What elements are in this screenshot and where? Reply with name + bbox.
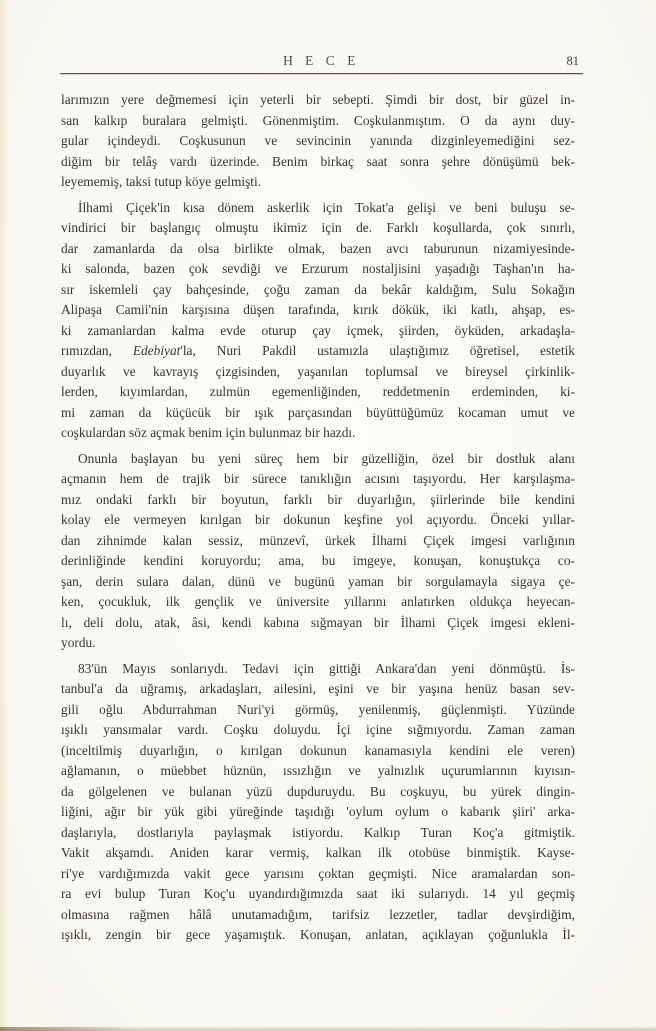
scan-edge-bottom-corner bbox=[0, 1027, 140, 1031]
text-line: larımızın yere değmemesi için yeterli bir sebepti. Şimdi bir dost, bir güzel in- bbox=[61, 92, 575, 107]
journal-title: H E C E bbox=[283, 53, 360, 68]
text-line: da gölgelenen ve bulanan yüzü dupduruydu. Bu coşkuyu, bu yürek dingin- bbox=[61, 783, 575, 799]
text-line: rımızdan, Edebiyat'la, Nuri Pakdil ustamızla ulaştığımız öğretisel, estetik bbox=[61, 343, 575, 358]
text-line: ri'ye vardığımızda vakit gece yarısını çoktan geçmişti. Nice aramalardan son- bbox=[61, 865, 575, 881]
text-line: açmanın hem de trajik bir sürece tanıklığın acısını taşıyordu. Her karşılaşma- bbox=[61, 471, 575, 486]
text-line: ra evi bulup Turan Koç'u uyandırdığımızda saat iki sularıydı. 14 yıl geçmiş bbox=[61, 886, 575, 901]
text-line: yordu. bbox=[61, 635, 96, 650]
text-line: olmasına rağmen hâlâ unutamadığım, tarifsiz lezzetler, tadlar devşirdiğim, bbox=[61, 906, 575, 922]
text-line: derinliğinde kendini koruyordu; ama, bu imgeye, konuşan, konuştukça co- bbox=[61, 553, 575, 568]
header-rule-divider bbox=[60, 73, 583, 74]
text-line: vindirici bir başlangıç olmuştu ikimiz için de. Farklı koşullarda, çok sınırlı, bbox=[61, 220, 575, 235]
text-line: Onunla başlayan bu yeni süreç hem bir güzelliğin, özel bir dostluk alanı bbox=[78, 450, 575, 466]
paragraph bbox=[61, 198, 575, 444]
text-line: dan zihnimde kalan sessiz, münzevî, ürkek İlhami Çiçek imgesi varlığının bbox=[61, 532, 575, 548]
text-line: (inceltilmiş duyarlığın, o kırılgan dokunun kanamasıyla kendini ele veren) bbox=[61, 742, 575, 758]
text-line: coşkulardan söz açmak benim için bulunmaz bir hazdı. bbox=[61, 425, 356, 440]
scan-edge-left bbox=[0, 0, 9, 1031]
text-line: liğini, ağır bir yük gibi yüreğinde taşıdığı 'oylum oylum o kabarık şiiri' arka- bbox=[61, 804, 575, 819]
text-line: san kalkıp buralara gelmişti. Gönenmiştim. Coşkulanmıştım. O da aynı duy- bbox=[61, 112, 575, 128]
text-line: gular içindeydi. Coşkusunun ve sevincinin yanında dizginleyemediğini sez- bbox=[61, 133, 575, 148]
text-line: lerden, kıyımlardan, zulmün egemenliğinden, reddetmenin erdeminden, ki- bbox=[61, 384, 575, 399]
text-line: ışıklı yansımalar vardı. Coşku doluydu. İçi içine sığmıyordu. Zaman zaman bbox=[61, 722, 575, 737]
text-line: lı, deli dolu, atak, âsi, kendi kabına sığmayan bir İlhami Çiçek imgesi ekleni- bbox=[61, 614, 575, 630]
text-line: daşlarıyla, dostlarıyla paylaşmak istiyordu. Kalkıp Turan Koç'a gitmiştik. bbox=[61, 824, 575, 840]
paragraph bbox=[61, 659, 575, 946]
text-line: Alipaşa Camii'nin karşısına düşen tarafında, kırık dökük, iki katlı, ahşap, es- bbox=[61, 302, 575, 317]
page-header bbox=[60, 53, 583, 71]
text-line: İlhami Çiçek'in kısa dönem askerlik için Tokat'a gelişi ve beni buluşu se- bbox=[78, 199, 575, 215]
text-line: ki zamanlardan kalma evde oturup çay içmek, şiirden, öyküden, arkadaşla- bbox=[61, 322, 575, 338]
text-line: ışıklı, zengin bir gece yaşamıştık. Konuşan, anlatan, açıklayan çoğunlukla İl- bbox=[61, 927, 575, 942]
page-body bbox=[61, 90, 575, 946]
paragraph bbox=[61, 90, 575, 193]
text-line: tanbul'a da uğramış, arkadaşları, ailesini, eşini ve bir yaşına henüz basan sev- bbox=[61, 681, 575, 696]
text-line: gili oğlu Abdurrahman Nuri'yi görmüş, yenilenmiş, güçlenmişti. Yüzünde bbox=[61, 701, 575, 717]
text-line: Vakit akşamdı. Aniden karar vermiş, kalkan ilk otobüse binmiştik. Kayse- bbox=[61, 845, 575, 860]
text-line: ken, çocukluk, ilk gençlik ve üniversite yıllarını anlatırken oldukça heyecan- bbox=[61, 594, 575, 609]
paragraph bbox=[61, 449, 575, 654]
text-line: mi zaman da küçücük bir ışık parçasından büyüttüğümüz kocaman umut ve bbox=[61, 404, 575, 420]
text-line: 83'ün Mayıs sonlarıydı. Tedavi için gittiği Ankara'dan yeni dönmüştü. İs- bbox=[78, 660, 575, 676]
text-line: dar zamanlarda da olsa birlikte olmak, bazen avcı taburunun nizamiyesinde- bbox=[61, 240, 575, 256]
text-line: duyarlık ve kavrayış çizgisinden, yaşanılan toplumsal ve bireysel çirkinlik- bbox=[61, 363, 575, 379]
text-line: mız ondaki farklı bir boyutun, farklı bir duyarlığın, şiirlerinde bile kendini bbox=[61, 491, 575, 507]
text-line: şan, derin sulara dalan, dünü ve bugünü yaman bir sorgulamayla sigaya çe- bbox=[61, 573, 575, 589]
text-line: sır iskemleli çay bahçesinde, çoğu zaman da bekâr kaldığım, Sulu Sokağın bbox=[61, 281, 575, 297]
text-line: ki salonda, bazen çok sevdiği ve Erzurum nostaljisini yaşadığı Taşhan'ın ha- bbox=[61, 261, 575, 276]
text-line: kolay ele vermeyen kırılgan bir dokunun keşfine yol açıyordu. Önceki yıllar- bbox=[61, 512, 575, 527]
page-number: 81 bbox=[566, 54, 579, 68]
text-line: ağlamanın, o müebbet hüznün, ıssızlığın ve yalnızlık uçurumlarının kıyısın- bbox=[61, 763, 575, 778]
text-line: diğim bir telâş vardı üzerinde. Benim birkaç saat sonra şehre dönüşümü bek- bbox=[61, 153, 575, 169]
text-line: leyememiş, taksi tutup köye gelmişti. bbox=[61, 174, 262, 189]
